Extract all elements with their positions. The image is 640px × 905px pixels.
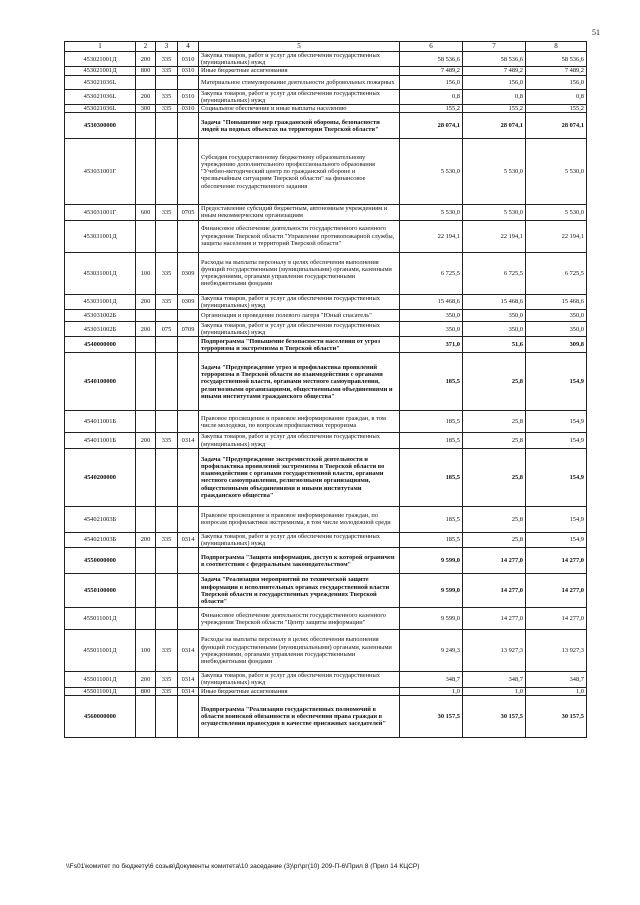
row-expense-type bbox=[136, 548, 156, 574]
row-expense-type bbox=[136, 608, 156, 630]
row-expense-type bbox=[136, 113, 156, 139]
row-section bbox=[178, 448, 199, 506]
row-name: Расходы на выплаты персоналу в целях обеспечения выполнения функций государственными (муниципальными) органами, казенными учреждениями, органами управления государственными внебюджетными фондами bbox=[199, 252, 400, 294]
row-expense-type bbox=[136, 75, 156, 89]
row-code: 453021001Д bbox=[65, 52, 136, 67]
row-ministry: 335 bbox=[156, 205, 178, 220]
row-value-year-2: 7 489,2 bbox=[463, 67, 526, 75]
row-value-year-1: 348,7 bbox=[400, 672, 463, 687]
row-value-year-2: 28 074,1 bbox=[463, 113, 526, 139]
row-name: Правовое просвещение и правовое информирование граждан, по вопросам профилактики экстремизма, в том числе молодежной среди bbox=[199, 506, 400, 532]
row-value-year-2: 5 530,0 bbox=[463, 139, 526, 205]
table-row bbox=[65, 448, 587, 506]
row-value-year-2: 58 536,6 bbox=[463, 52, 526, 67]
row-value-year-3: 14 277,0 bbox=[526, 608, 587, 630]
row-value-year-1: 7 489,2 bbox=[400, 67, 463, 75]
row-value-year-2: 1,0 bbox=[463, 687, 526, 695]
row-expense-type: 200 bbox=[136, 294, 156, 309]
table-row bbox=[65, 89, 587, 104]
row-expense-type: 100 bbox=[136, 252, 156, 294]
row-section bbox=[178, 608, 199, 630]
row-ministry bbox=[156, 75, 178, 89]
row-value-year-3: 30 157,5 bbox=[526, 695, 587, 737]
row-section: 0309 bbox=[178, 294, 199, 309]
row-value-year-1: 156,0 bbox=[400, 75, 463, 89]
row-code: 453021036L bbox=[65, 105, 136, 113]
page-number: 51 bbox=[592, 28, 600, 37]
table-row bbox=[65, 205, 587, 220]
row-name: Иные бюджетные ассигнования bbox=[199, 67, 400, 75]
row-code: 454011001Б bbox=[65, 411, 136, 433]
row-name: Предоставление субсидий бюджетным, автономным учреждениям и иным некоммерческим организациям bbox=[199, 205, 400, 220]
row-ministry bbox=[156, 506, 178, 532]
row-ministry bbox=[156, 310, 178, 322]
row-expense-type: 600 bbox=[136, 205, 156, 220]
table-row bbox=[65, 687, 587, 695]
row-code: 453031001Г bbox=[65, 139, 136, 205]
row-value-year-3: 348,7 bbox=[526, 672, 587, 687]
row-ministry bbox=[156, 695, 178, 737]
row-value-year-2: 30 157,5 bbox=[463, 695, 526, 737]
row-value-year-1: 5 530,0 bbox=[400, 139, 463, 205]
row-ministry bbox=[156, 574, 178, 608]
row-expense-type bbox=[136, 220, 156, 252]
row-value-year-1: 0,8 bbox=[400, 89, 463, 104]
row-value-year-2: 348,7 bbox=[463, 672, 526, 687]
row-code: 453031002Б bbox=[65, 310, 136, 322]
row-ministry bbox=[156, 448, 178, 506]
table-row bbox=[65, 506, 587, 532]
file-path-footer: \\Fs01\комитет по бюджету\6 созыв\Документы комитета\10 заседание (3)\рг\рг(10) 209-П-6\Прил 8 (Прил 14 КЦСР) bbox=[66, 863, 420, 870]
row-name: Подпрограмма "Защита информации, доступ к которой ограничен в соответствии с федеральным законодательством" bbox=[199, 548, 400, 574]
table-row bbox=[65, 574, 587, 608]
row-name: Закупка товаров, работ и услуг для обеспечения государственных (муниципальных) нужд bbox=[199, 322, 400, 337]
row-name: Правовое просвещение и правовое информирование граждан, в том числе молодежи, по вопросам профилактики терроризма bbox=[199, 411, 400, 433]
row-value-year-2: 156,0 bbox=[463, 75, 526, 89]
row-code: 4540000000 bbox=[65, 337, 136, 353]
row-value-year-3: 154,9 bbox=[526, 448, 587, 506]
row-value-year-2: 6 725,5 bbox=[463, 252, 526, 294]
row-value-year-1: 6 725,5 bbox=[400, 252, 463, 294]
row-value-year-1: 9 599,0 bbox=[400, 548, 463, 574]
row-value-year-2: 25,8 bbox=[463, 353, 526, 411]
row-section: 0709 bbox=[178, 322, 199, 337]
table-row bbox=[65, 608, 587, 630]
row-value-year-2: 25,8 bbox=[463, 433, 526, 448]
row-section: 0310 bbox=[178, 89, 199, 104]
row-section bbox=[178, 506, 199, 532]
row-name: Финансовое обеспечение деятельности государственного казенного учреждения Тверской области "Центр защиты информации" bbox=[199, 608, 400, 630]
table-row bbox=[65, 139, 587, 205]
row-code: 455011001Д bbox=[65, 687, 136, 695]
row-section: 0314 bbox=[178, 687, 199, 695]
row-value-year-1: 5 530,0 bbox=[400, 205, 463, 220]
row-section bbox=[178, 139, 199, 205]
table-row bbox=[65, 353, 587, 411]
table-row bbox=[65, 220, 587, 252]
column-header: 4 bbox=[178, 42, 199, 52]
row-ministry: 335 bbox=[156, 89, 178, 104]
table-row bbox=[65, 75, 587, 89]
row-code: 453021001Д bbox=[65, 67, 136, 75]
row-value-year-1: 185,5 bbox=[400, 411, 463, 433]
row-name: Подпрограмма "Повышение безопасности населения от угроз терроризма и экстремизма в Тверской области" bbox=[199, 337, 400, 353]
table-row bbox=[65, 532, 587, 547]
row-ministry: 075 bbox=[156, 322, 178, 337]
row-code: 453021036L bbox=[65, 75, 136, 89]
row-expense-type bbox=[136, 337, 156, 353]
row-value-year-1: 155,2 bbox=[400, 105, 463, 113]
row-value-year-2: 25,8 bbox=[463, 532, 526, 547]
row-section bbox=[178, 695, 199, 737]
row-value-year-2: 350,0 bbox=[463, 310, 526, 322]
table-row bbox=[65, 411, 587, 433]
row-value-year-3: 5 530,0 bbox=[526, 205, 587, 220]
row-name: Подпрограмма "Реализация государственных полномочий в области воинской обязанности и обеспечения права граждан в осуществлении правосудия в качестве присяжных заседателей" bbox=[199, 695, 400, 737]
row-code: 455011001Д bbox=[65, 672, 136, 687]
row-value-year-2: 15 468,6 bbox=[463, 294, 526, 309]
table-row bbox=[65, 52, 587, 67]
row-ministry: 335 bbox=[156, 672, 178, 687]
table-row bbox=[65, 67, 587, 75]
row-value-year-2: 51,6 bbox=[463, 337, 526, 353]
row-value-year-3: 155,2 bbox=[526, 105, 587, 113]
row-code: 453031001Д bbox=[65, 252, 136, 294]
row-value-year-3: 309,8 bbox=[526, 337, 587, 353]
row-ministry bbox=[156, 608, 178, 630]
row-value-year-1: 350,0 bbox=[400, 310, 463, 322]
row-value-year-1: 15 468,6 bbox=[400, 294, 463, 309]
row-value-year-3: 28 074,1 bbox=[526, 113, 587, 139]
table-row bbox=[65, 322, 587, 337]
row-section: 0314 bbox=[178, 630, 199, 672]
row-section bbox=[178, 310, 199, 322]
row-value-year-2: 13 927,3 bbox=[463, 630, 526, 672]
row-expense-type bbox=[136, 411, 156, 433]
table-row bbox=[65, 310, 587, 322]
row-value-year-1: 185,5 bbox=[400, 353, 463, 411]
row-value-year-2: 22 194,1 bbox=[463, 220, 526, 252]
row-name: Закупка товаров, работ и услуг для обеспечения государственных (муниципальных) нужд bbox=[199, 294, 400, 309]
row-value-year-1: 1,0 bbox=[400, 687, 463, 695]
row-code: 455011001Д bbox=[65, 608, 136, 630]
row-section: 0705 bbox=[178, 205, 199, 220]
row-value-year-3: 154,9 bbox=[526, 433, 587, 448]
row-name: Закупка товаров, работ и услуг для обеспечения государственных (муниципальных) нужд bbox=[199, 433, 400, 448]
row-expense-type bbox=[136, 448, 156, 506]
row-name: Социальное обеспечение и иные выплаты населению bbox=[199, 105, 400, 113]
budget-table bbox=[64, 41, 587, 738]
table-row bbox=[65, 433, 587, 448]
row-value-year-3: 154,9 bbox=[526, 532, 587, 547]
table-row bbox=[65, 548, 587, 574]
row-expense-type bbox=[136, 353, 156, 411]
row-ministry: 335 bbox=[156, 433, 178, 448]
row-value-year-2: 5 530,0 bbox=[463, 205, 526, 220]
column-header: 7 bbox=[463, 42, 526, 52]
row-value-year-3: 154,9 bbox=[526, 411, 587, 433]
row-value-year-1: 58 536,6 bbox=[400, 52, 463, 67]
row-code: 454011001Б bbox=[65, 433, 136, 448]
row-code: 453031001Г bbox=[65, 205, 136, 220]
row-value-year-1: 28 074,1 bbox=[400, 113, 463, 139]
row-value-year-2: 14 277,0 bbox=[463, 574, 526, 608]
table-row bbox=[65, 695, 587, 737]
row-value-year-2: 350,0 bbox=[463, 322, 526, 337]
row-section bbox=[178, 75, 199, 89]
row-code: 453031001Д bbox=[65, 294, 136, 309]
row-code: 4550000000 bbox=[65, 548, 136, 574]
row-value-year-1: 185,5 bbox=[400, 448, 463, 506]
row-value-year-3: 22 194,1 bbox=[526, 220, 587, 252]
row-section bbox=[178, 574, 199, 608]
table-row bbox=[65, 105, 587, 113]
row-name: Закупка товаров, работ и услуг для обеспечения государственных (муниципальных) нужд bbox=[199, 532, 400, 547]
row-value-year-3: 7 489,2 bbox=[526, 67, 587, 75]
row-value-year-3: 154,9 bbox=[526, 506, 587, 532]
row-name: Закупка товаров, работ и услуг для обеспечения государственных (муниципальных) нужд bbox=[199, 672, 400, 687]
row-section: 0310 bbox=[178, 67, 199, 75]
row-value-year-2: 0,8 bbox=[463, 89, 526, 104]
row-value-year-1: 185,5 bbox=[400, 506, 463, 532]
row-ministry: 335 bbox=[156, 294, 178, 309]
row-value-year-1: 9 599,0 bbox=[400, 574, 463, 608]
row-value-year-1: 185,5 bbox=[400, 433, 463, 448]
row-value-year-1: 22 194,1 bbox=[400, 220, 463, 252]
column-header: 6 bbox=[400, 42, 463, 52]
row-section bbox=[178, 548, 199, 574]
row-expense-type: 800 bbox=[136, 67, 156, 75]
table-row bbox=[65, 113, 587, 139]
row-value-year-1: 371,0 bbox=[400, 337, 463, 353]
row-code: 4540100000 bbox=[65, 353, 136, 411]
row-value-year-3: 58 536,6 bbox=[526, 52, 587, 67]
row-ministry: 335 bbox=[156, 52, 178, 67]
row-name: Расходы на выплаты персоналу в целях обеспечения выполнения функций государственными (муниципальными) органами, казенными учреждениями, органами управления государственными внебюджетными фондами bbox=[199, 630, 400, 672]
column-header-row bbox=[65, 42, 587, 52]
row-code: 455011001Д bbox=[65, 630, 136, 672]
row-value-year-3: 6 725,5 bbox=[526, 252, 587, 294]
row-code: 453021036L bbox=[65, 89, 136, 104]
row-ministry bbox=[156, 220, 178, 252]
row-section: 0310 bbox=[178, 105, 199, 113]
row-expense-type: 200 bbox=[136, 532, 156, 547]
table-row bbox=[65, 630, 587, 672]
row-value-year-3: 14 277,0 bbox=[526, 548, 587, 574]
row-name: Задача "Реализация мероприятий по технической защите информации в исполнительных органах государственной власти Тверской области и государственных учреждениях Тверской области" bbox=[199, 574, 400, 608]
row-value-year-3: 14 277,0 bbox=[526, 574, 587, 608]
row-code: 4560000000 bbox=[65, 695, 136, 737]
row-value-year-2: 14 277,0 bbox=[463, 608, 526, 630]
row-value-year-3: 0,8 bbox=[526, 89, 587, 104]
row-expense-type: 200 bbox=[136, 52, 156, 67]
row-ministry bbox=[156, 353, 178, 411]
row-section: 0314 bbox=[178, 532, 199, 547]
row-ministry bbox=[156, 411, 178, 433]
row-ministry: 335 bbox=[156, 67, 178, 75]
row-expense-type: 200 bbox=[136, 322, 156, 337]
row-section bbox=[178, 113, 199, 139]
row-value-year-1: 9 249,3 bbox=[400, 630, 463, 672]
row-code: 4540200000 bbox=[65, 448, 136, 506]
row-name: Закупка товаров, работ и услуг для обеспечения государственных (муниципальных) нужд bbox=[199, 52, 400, 67]
row-ministry: 335 bbox=[156, 630, 178, 672]
row-value-year-1: 9 599,0 bbox=[400, 608, 463, 630]
row-code: 4530300000 bbox=[65, 113, 136, 139]
row-code: 4550100000 bbox=[65, 574, 136, 608]
row-ministry: 335 bbox=[156, 532, 178, 547]
row-section bbox=[178, 411, 199, 433]
row-name: Закупка товаров, работ и услуг для обеспечения государственных (муниципальных) нужд bbox=[199, 89, 400, 104]
row-code: 454021003Б bbox=[65, 532, 136, 547]
row-value-year-3: 350,0 bbox=[526, 322, 587, 337]
row-name: Организация и проведение полевого лагеря "Юный спасатель" bbox=[199, 310, 400, 322]
row-value-year-1: 185,5 bbox=[400, 532, 463, 547]
column-header: 3 bbox=[156, 42, 178, 52]
row-value-year-3: 1,0 bbox=[526, 687, 587, 695]
row-expense-type bbox=[136, 506, 156, 532]
row-ministry: 335 bbox=[156, 105, 178, 113]
row-section: 0310 bbox=[178, 52, 199, 67]
row-expense-type bbox=[136, 695, 156, 737]
row-ministry bbox=[156, 139, 178, 205]
column-header: 5 bbox=[199, 42, 400, 52]
column-header: 8 bbox=[526, 42, 587, 52]
row-value-year-1: 350,0 bbox=[400, 322, 463, 337]
table-row bbox=[65, 672, 587, 687]
row-expense-type: 200 bbox=[136, 89, 156, 104]
row-code: 453031002Б bbox=[65, 322, 136, 337]
row-value-year-3: 15 468,6 bbox=[526, 294, 587, 309]
row-expense-type bbox=[136, 310, 156, 322]
row-section: 0314 bbox=[178, 433, 199, 448]
row-value-year-1: 30 157,5 bbox=[400, 695, 463, 737]
row-value-year-3: 156,0 bbox=[526, 75, 587, 89]
column-header: 1 bbox=[65, 42, 136, 52]
row-value-year-3: 13 927,3 bbox=[526, 630, 587, 672]
row-name: Субсидия государственному бюджетному образовательному учреждению дополнительного профессионального образования "Учебно-методический центр по гражданской обороне и чрезвычайным ситуациям Тверской области" на финансовое обеспечение государственного задания bbox=[199, 139, 400, 205]
table-row bbox=[65, 294, 587, 309]
row-section bbox=[178, 353, 199, 411]
column-header: 2 bbox=[136, 42, 156, 52]
row-code: 454021003Б bbox=[65, 506, 136, 532]
row-code: 453031001Д bbox=[65, 220, 136, 252]
table-row bbox=[65, 337, 587, 353]
row-value-year-3: 350,0 bbox=[526, 310, 587, 322]
row-name: Финансовое обеспечение деятельности государственного казенного учреждения Тверской области "Управление противопожарной службы, защиты населения и территорий Тверской области" bbox=[199, 220, 400, 252]
row-section bbox=[178, 220, 199, 252]
row-name: Материальное стимулирование деятельности добровольных пожарных bbox=[199, 75, 400, 89]
row-expense-type: 800 bbox=[136, 687, 156, 695]
row-ministry bbox=[156, 548, 178, 574]
row-value-year-3: 154,9 bbox=[526, 353, 587, 411]
row-value-year-2: 25,8 bbox=[463, 411, 526, 433]
row-name: Задача "Повышение мер гражданской обороны, безопасности людей на водных объектах на территории Тверской области" bbox=[199, 113, 400, 139]
row-expense-type: 300 bbox=[136, 105, 156, 113]
row-value-year-2: 25,8 bbox=[463, 448, 526, 506]
row-section bbox=[178, 337, 199, 353]
row-value-year-2: 14 277,0 bbox=[463, 548, 526, 574]
row-expense-type: 100 bbox=[136, 630, 156, 672]
row-section: 0309 bbox=[178, 252, 199, 294]
row-section: 0314 bbox=[178, 672, 199, 687]
row-value-year-2: 25,8 bbox=[463, 506, 526, 532]
row-ministry: 335 bbox=[156, 252, 178, 294]
row-expense-type bbox=[136, 574, 156, 608]
row-name: Иные бюджетные ассигнования bbox=[199, 687, 400, 695]
row-value-year-3: 5 530,0 bbox=[526, 139, 587, 205]
row-ministry bbox=[156, 337, 178, 353]
table-row bbox=[65, 252, 587, 294]
row-name: Задача "Предупреждение экстремистской деятельности и профилактика проявлений экстремизма в Тверской области во взаимодействии с органами государственной власти, органами местного самоуправления, религиозными организациями, общественными объединениями и иными институтами гражданского общества" bbox=[199, 448, 400, 506]
row-expense-type: 200 bbox=[136, 672, 156, 687]
row-value-year-2: 155,2 bbox=[463, 105, 526, 113]
row-ministry bbox=[156, 113, 178, 139]
row-ministry: 335 bbox=[156, 687, 178, 695]
row-expense-type bbox=[136, 139, 156, 205]
row-expense-type: 200 bbox=[136, 433, 156, 448]
row-name: Задача "Предупреждение угроз и профилактика проявлений терроризма в Тверской области во взаимодействии с органами государственной власти, органами местного самоуправления, религиозными организациями, общественными объединениями и иными институтами гражданского общества" bbox=[199, 353, 400, 411]
